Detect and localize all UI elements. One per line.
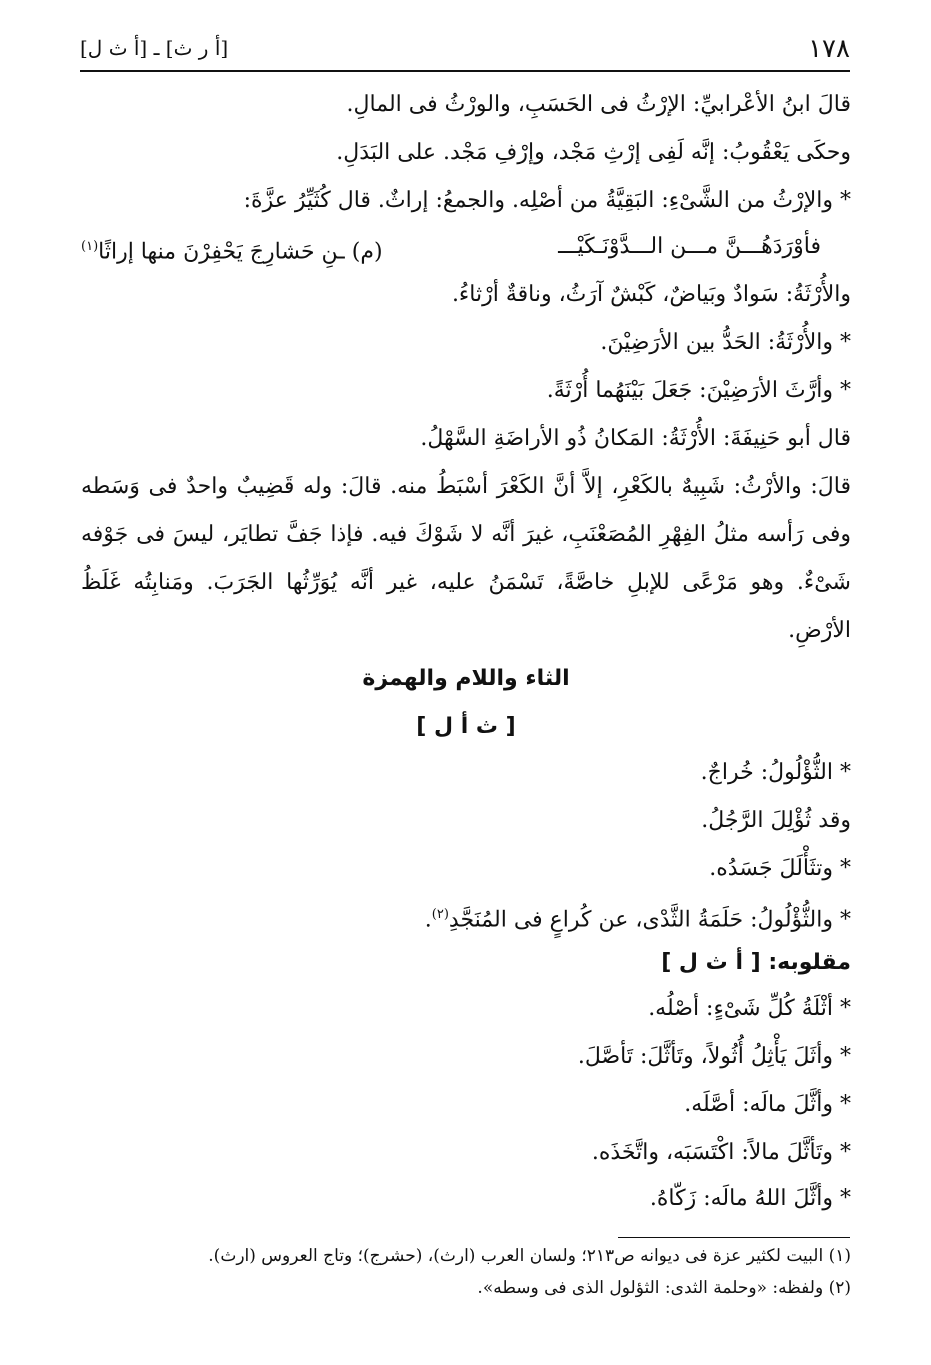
text-line: * أثْلَةُ كُلِّ شَىْءٍ: أصْلُه. [648, 996, 851, 1021]
text-line: * والأُرْثَةُ: الحَدُّ بين الأرَضِيْنَ. [600, 330, 851, 355]
root-heading: [ ث أ ل ] [416, 714, 516, 739]
text-line: شَىْءٌ. وهو مَرْعًى للإبلِ خاصَّةً، تَسْمَنُ عليه، غير أنَّه يُوَرِّثُها الجَرَبَ. ومَنابِتُه غَلَظُ [81, 570, 851, 595]
footnote: (٢) ولفظه: «وحلمة الثدى: الثؤلول الذى فى وسطه». [477, 1278, 851, 1298]
section-heading: الثاء واللام والهمزة [362, 666, 570, 691]
text-line: وقد ثُؤْلِلَ الرَّجُلُ. [701, 808, 851, 833]
text-line: * وأرَّثَ الأرَضِيْنَ: جَعَلَ بَيْنَهُما أُرْثَةً. [546, 378, 851, 403]
page-number: ١٧٨ [808, 34, 850, 64]
text-line: وحكَى يَعْقُوبُ: إنَّه لَفِى إرْثِ مَجْد، وإرْفِ مَجْد. على البَدَلِ. [336, 140, 851, 165]
footnote-marker: (٢) [431, 907, 449, 922]
text-line: * وتَأثَّلَ مالاً: اكْتَسَبَه، واتَّخَذَه. [591, 1140, 851, 1165]
text-line: * وأثَلَ يَأْثِلُ أُثُولاً، وتَأثَّلَ: تَأصَّلَ. [577, 1044, 851, 1069]
text-line: * وتثَأْلَلَ جَسَدُه. [709, 856, 851, 881]
verse-hemistich-1: فأوْرَدَهُـــنَّ مـــن الـــدَّوْنَـكَيْـــ [558, 234, 821, 259]
text-line: وفى رَأسه مثلُ الفِهْرِ المُصَعْنَبِ، غيرَ أنَّه لا شَوْكَ فيه. فإذا جَفَّ تطايَر، ليسَ فى جَوْفه [81, 522, 851, 547]
text-line-body: * والثُّؤْلُولُ: حَلَمَةُ الثَّدْى، عن كُراعٍ فى المُنَجَّدِ [448, 907, 851, 933]
text-line: * والإرْثُ من الشَّىْءِ: البَقِيَّةُ من أصْلِه. والجمعُ: إراثٌ. قال كُثَيِّرُ عزَّةَ: [243, 188, 851, 213]
footnote-marker: (١) [81, 239, 99, 254]
text-line: والأُرْثَةُ: سَوادٌ وبَياضٌ، كَبْشٌ آرَثُ، وناقةٌ أرْثاءُ. [451, 282, 851, 307]
page-header [80, 30, 850, 72]
text-line: قال أبو حَنِيفَةَ: الأُرْثَةُ: المَكانُ ذُو الأراضَةِ السَّهْلُ. [420, 426, 851, 451]
text-line: * والثُّؤْلُولُ: حَلَمَةُ الثَّدْى، عن كُراعٍ فى المُنَجَّدِ$^{(٢)}$. [424, 907, 851, 933]
text-line: قالَ ابنُ الأعْرابيِّ: الإرْثُ فى الحَسَبِ، والورْثُ فى المالِ. [346, 92, 851, 117]
footnote-divider [618, 1237, 850, 1238]
footnote: (١) البيت لكثير عزة فى ديوانه ص٢١٣؛ ولسان العرب (ارث)، (حشرج)؛ وتاج العروس (ارث). [208, 1246, 851, 1266]
inverted-heading: مقلوبه: [ أ ث ل ] [661, 950, 851, 975]
verse-hemistich-2 [81, 232, 383, 267]
verse-hemistich-2-text: (م) ـنِ حَشارِجَ يَحْفِرْنَ منها إراثًا [98, 239, 383, 265]
text-line: قالَ: والأرْثُ: شَبِيهٌ بالكَعْرِ، إلاَّ أنَّ الكَعْرَ أسْبَطُ منه. قالَ: وله قَضِيبٌ واحدٌ فى وَسَطه [81, 474, 851, 499]
text-line: * وأثَّلَ اللهُ مالَه: زَكّاهُ. [649, 1186, 851, 1211]
text-line: * وأثَّلَ مالَه: أصَّلَه. [684, 1092, 851, 1117]
text-line: الأرْضِ. [788, 618, 851, 643]
text-line: * الثُّؤْلُولُ: خُراجٌ. [700, 760, 851, 785]
header-root-label: [أ ر ث] ـ [أ ث ل] [80, 36, 229, 60]
